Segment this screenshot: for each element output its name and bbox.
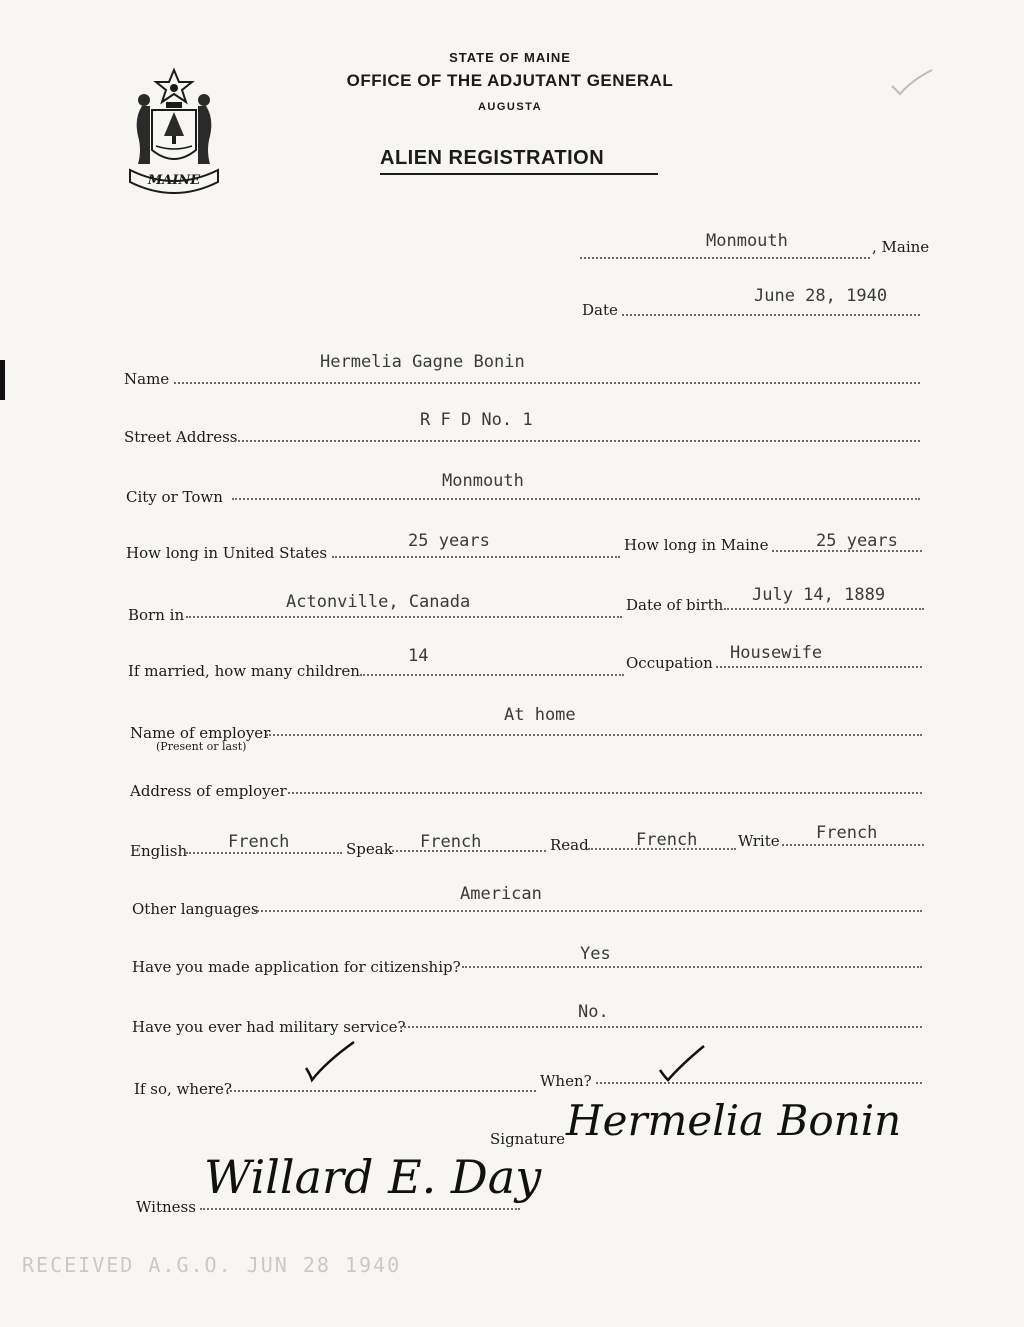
- city-line: [232, 498, 920, 500]
- witness-handwritten: Willard E. Day: [204, 1150, 542, 1204]
- born-in-line: [186, 616, 622, 618]
- other-languages-line: [254, 910, 922, 912]
- where-label: If so, where?: [134, 1080, 232, 1098]
- dob-value: July 14, 1889: [752, 585, 886, 605]
- occupation-value: Housewife: [730, 643, 823, 663]
- street-value: R F D No. 1: [420, 410, 533, 430]
- military-value: No.: [578, 1002, 609, 1022]
- employer-address-line: [288, 792, 922, 794]
- other-languages-value: American: [460, 884, 542, 904]
- employer-value: At home: [504, 705, 576, 725]
- signature-label: Signature: [490, 1130, 566, 1148]
- street-label: Street Address: [124, 428, 238, 446]
- english-label: English: [130, 842, 188, 860]
- date-label: Date: [582, 301, 618, 319]
- read-label: Read: [550, 836, 589, 854]
- military-line: [400, 1026, 922, 1028]
- witness-line: [200, 1208, 520, 1210]
- header-state: STATE OF MAINE: [449, 50, 571, 65]
- when-label: When?: [540, 1072, 592, 1090]
- write-value: French: [816, 823, 878, 843]
- employer-label: Name of employer: [130, 724, 271, 742]
- state-suffix: , Maine: [872, 238, 930, 256]
- name-value: Hermelia Gagne Bonin: [320, 352, 525, 372]
- title-underline: [380, 173, 658, 175]
- english-line: [186, 852, 342, 854]
- in-us-label: How long in United States: [126, 544, 328, 562]
- when-checkmark: [656, 1044, 708, 1084]
- city-value: Monmouth: [442, 471, 524, 491]
- occupation-line: [716, 666, 922, 668]
- employer-sublabel: (Present or last): [156, 740, 247, 753]
- other-languages-label: Other languages: [132, 900, 259, 918]
- occupation-label: Occupation: [626, 654, 713, 672]
- seal-motto: MAINE: [147, 173, 201, 188]
- employer-address-label: Address of employer: [130, 782, 287, 800]
- corner-checkmark: [890, 66, 934, 96]
- children-label: If married, how many children: [128, 662, 360, 680]
- in-us-line: [332, 556, 620, 558]
- maine-state-seal: [122, 66, 226, 194]
- born-in-value: Actonville, Canada: [286, 592, 471, 612]
- in-maine-label: How long in Maine: [624, 536, 769, 554]
- in-us-value: 25 years: [408, 531, 490, 551]
- where-line: [226, 1090, 536, 1092]
- speak-value: French: [420, 832, 482, 852]
- citizenship-label: Have you made application for citizenship?: [132, 958, 461, 976]
- scan-edge-mark: [0, 360, 5, 400]
- speak-label: Speak: [346, 840, 393, 858]
- children-value: 14: [408, 646, 429, 666]
- street-line: [234, 440, 920, 442]
- received-stamp: RECEIVED A.G.O. JUN 28 1940: [22, 1253, 402, 1277]
- form-title: ALIEN REGISTRATION: [380, 147, 605, 169]
- when-line: [596, 1082, 922, 1084]
- city-label: City or Town: [126, 488, 223, 506]
- write-label: Write: [738, 832, 780, 850]
- date-value: June 28, 1940: [754, 286, 888, 306]
- signature-handwritten: Hermelia Bonin: [566, 1096, 902, 1145]
- born-in-label: Born in: [128, 606, 185, 624]
- name-label: Name: [124, 370, 170, 388]
- citizenship-value: Yes: [580, 944, 611, 964]
- where-checkmark: [302, 1040, 358, 1084]
- citizenship-line: [462, 966, 922, 968]
- write-line: [782, 844, 924, 846]
- read-value: French: [636, 830, 698, 850]
- children-line: [360, 674, 624, 676]
- english-value: French: [228, 832, 290, 852]
- date-line: [622, 314, 920, 316]
- witness-label: Witness: [136, 1198, 196, 1216]
- dob-line: [724, 608, 924, 610]
- name-line: [174, 382, 920, 384]
- in-maine-value: 25 years: [816, 531, 898, 551]
- military-label: Have you ever had military service?: [132, 1018, 406, 1036]
- dob-label: Date of birth: [626, 596, 724, 614]
- header-city: AUGUSTA: [477, 101, 543, 113]
- employer-line: [266, 734, 922, 736]
- town-value: Monmouth: [706, 231, 788, 251]
- header-office: OFFICE OF THE ADJUTANT GENERAL: [346, 71, 674, 90]
- town-line: [580, 257, 870, 259]
